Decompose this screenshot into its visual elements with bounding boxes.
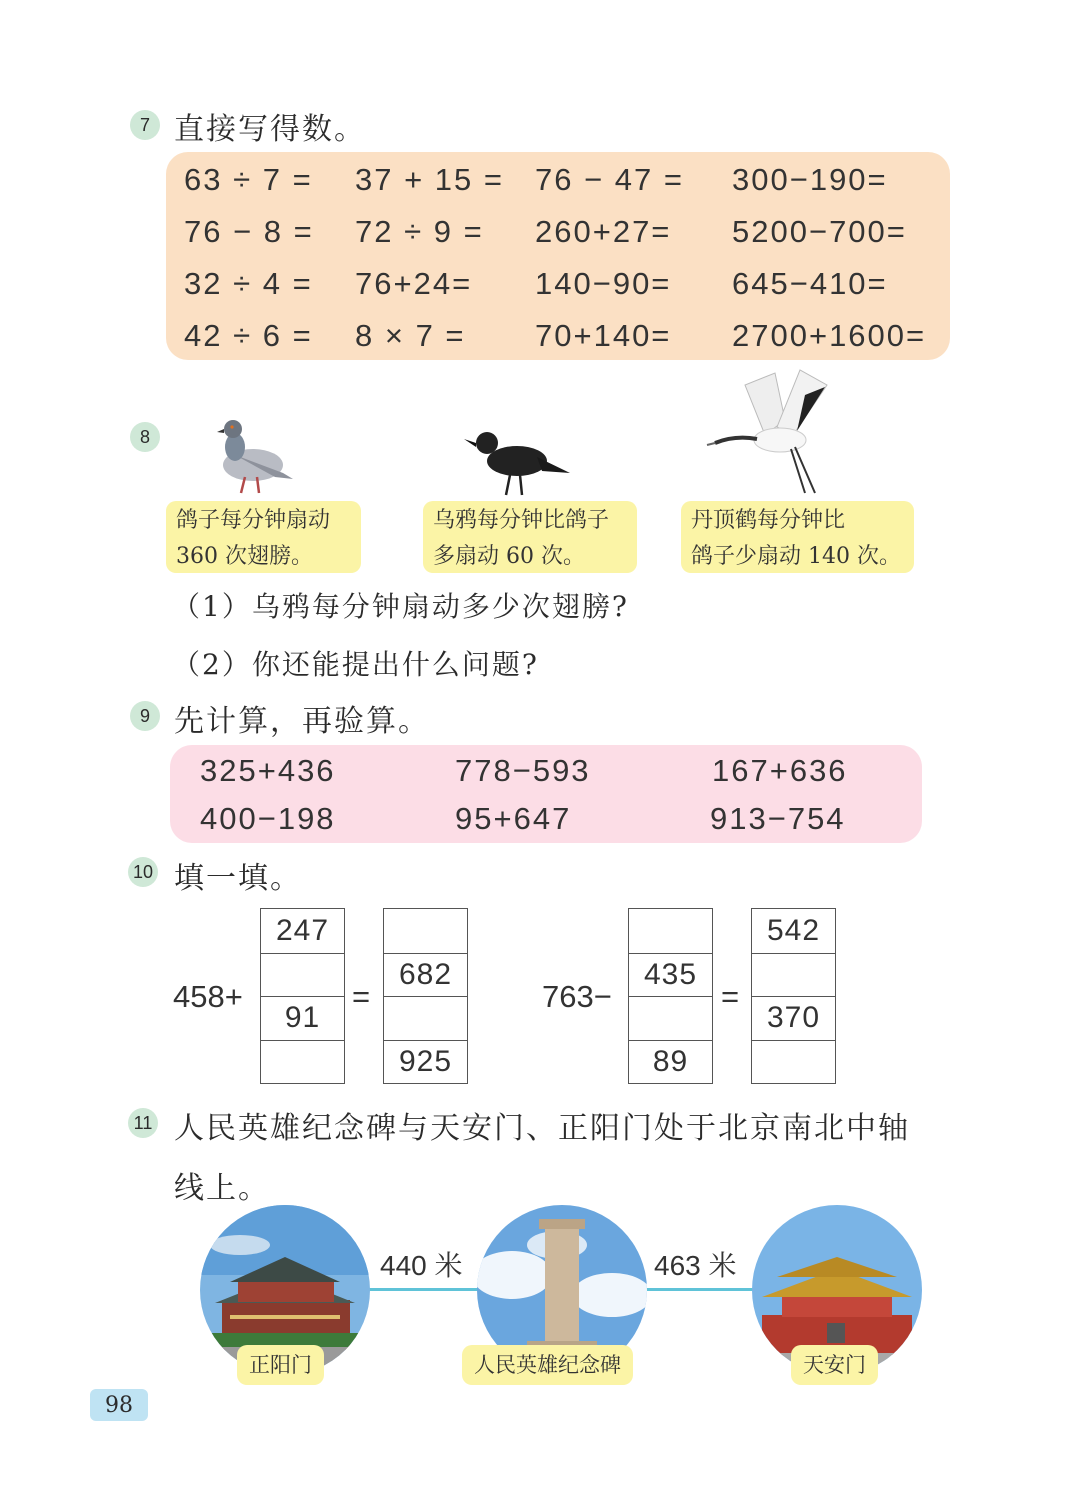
right-input-cell[interactable]: 89 (629, 1040, 712, 1084)
q7-equation: 260+27= (535, 214, 672, 249)
page-number: 98 (90, 1389, 148, 1421)
q8-question-2: （2）你还能提出什么问题? (172, 648, 539, 681)
q7-equation: 5200−700= (732, 214, 907, 249)
crane-info-bubble (681, 501, 914, 573)
monument-label: 人民英雄纪念碑 (462, 1345, 633, 1385)
left-result-cell[interactable]: 682 (384, 953, 467, 997)
q9-expression: 778−593 (455, 753, 591, 788)
crow-info-bubble (423, 501, 637, 573)
q7-equation: 76 − 8 = (184, 214, 314, 249)
right-result-cell[interactable] (752, 953, 835, 997)
left-input-cell[interactable]: 91 (261, 996, 344, 1040)
crow-info-line2: 多扇动 60 次。 (433, 544, 585, 569)
crane-info-line1: 丹顶鹤每分钟比 (691, 508, 846, 533)
pigeon-icon (205, 415, 300, 500)
left-result-cell[interactable]: 925 (384, 1040, 467, 1084)
connector-line (365, 1288, 480, 1291)
right-result-cell[interactable]: 370 (752, 996, 835, 1040)
right-result-cell[interactable] (752, 1040, 835, 1084)
q9-title: 先计算，再验算。 (174, 704, 430, 739)
q9-expression: 95+647 (455, 801, 572, 836)
q7-equation: 63 ÷ 7 = (184, 162, 313, 197)
distance-label-1: 440 米 (380, 1250, 463, 1281)
q10-title: 填一填。 (174, 861, 302, 896)
left-prefix: 458+ (173, 979, 243, 1014)
q11-title-line1: 人民英雄纪念碑与天安门、正阳门处于北京南北中轴 (174, 1111, 910, 1146)
q9-expression: 167+636 (712, 753, 848, 788)
left-result-column (383, 908, 468, 1084)
right-input-cell[interactable] (629, 909, 712, 953)
q7-equation: 300−190= (732, 162, 888, 197)
q7-equation: 37 + 15 = (355, 162, 505, 197)
pigeon-info-line2: 360 次翅膀。 (176, 544, 313, 569)
question-number-11: 11 (128, 1108, 158, 1138)
q11-title-line2: 线上。 (174, 1171, 270, 1206)
left-input-cell[interactable]: 247 (275, 913, 330, 947)
left-input-column (260, 908, 345, 1084)
q7-equation: 8 × 7 = (355, 318, 466, 353)
q9-expression: 400−198 (200, 801, 336, 836)
q7-title: 直接写得数。 (174, 112, 366, 147)
q7-equation: 645−410= (732, 266, 888, 301)
q7-equation: 76+24= (355, 266, 473, 301)
crow-info-line1: 乌鸦每分钟比鸽子 (433, 508, 610, 533)
right-prefix: 763− (542, 979, 612, 1014)
right-input-column (628, 908, 713, 1084)
tiananmen-label: 天安门 (791, 1345, 878, 1385)
q7-equation: 140−90= (535, 266, 672, 301)
right-input-cell[interactable]: 435 (629, 953, 712, 997)
q7-equation: 42 ÷ 6 = (184, 318, 313, 353)
distance-label-2: 463 米 (654, 1250, 737, 1281)
crane-info-line2: 鸽子少扇动 140 次。 (691, 544, 901, 569)
left-input-cell[interactable] (261, 953, 344, 997)
left-input-cell[interactable] (261, 1040, 344, 1084)
q9-expression: 913−754 (710, 801, 846, 836)
q9-expression: 325+436 (200, 753, 336, 788)
question-number-10: 10 (128, 857, 158, 887)
right-result-column (751, 908, 836, 1084)
right-result-cell[interactable]: 542 (766, 913, 821, 947)
question-number-8: 8 (130, 422, 160, 452)
left-result-cell[interactable] (384, 996, 467, 1040)
crane-icon (705, 365, 835, 495)
q7-equation: 76 − 47 = (535, 162, 685, 197)
right-equals: = (721, 979, 740, 1014)
left-result-cell[interactable] (384, 909, 467, 953)
q7-equation: 32 ÷ 4 = (184, 266, 313, 301)
pigeon-info-bubble (166, 501, 361, 573)
q7-equation: 72 ÷ 9 = (355, 214, 484, 249)
question-number-7: 7 (130, 110, 160, 140)
zhengyangmen-label: 正阳门 (237, 1345, 324, 1385)
q7-equation: 2700+1600= (732, 318, 927, 353)
right-input-cell[interactable] (629, 996, 712, 1040)
connector-line (640, 1288, 758, 1291)
q8-question-1: （1）乌鸦每分钟扇动多少次翅膀? (172, 590, 629, 623)
question-number-9: 9 (130, 701, 160, 731)
left-equals: = (352, 979, 371, 1014)
q7-equation: 70+140= (535, 318, 672, 353)
pigeon-info-line1: 鸽子每分钟扇动 (176, 508, 331, 533)
crow-icon (462, 425, 572, 497)
